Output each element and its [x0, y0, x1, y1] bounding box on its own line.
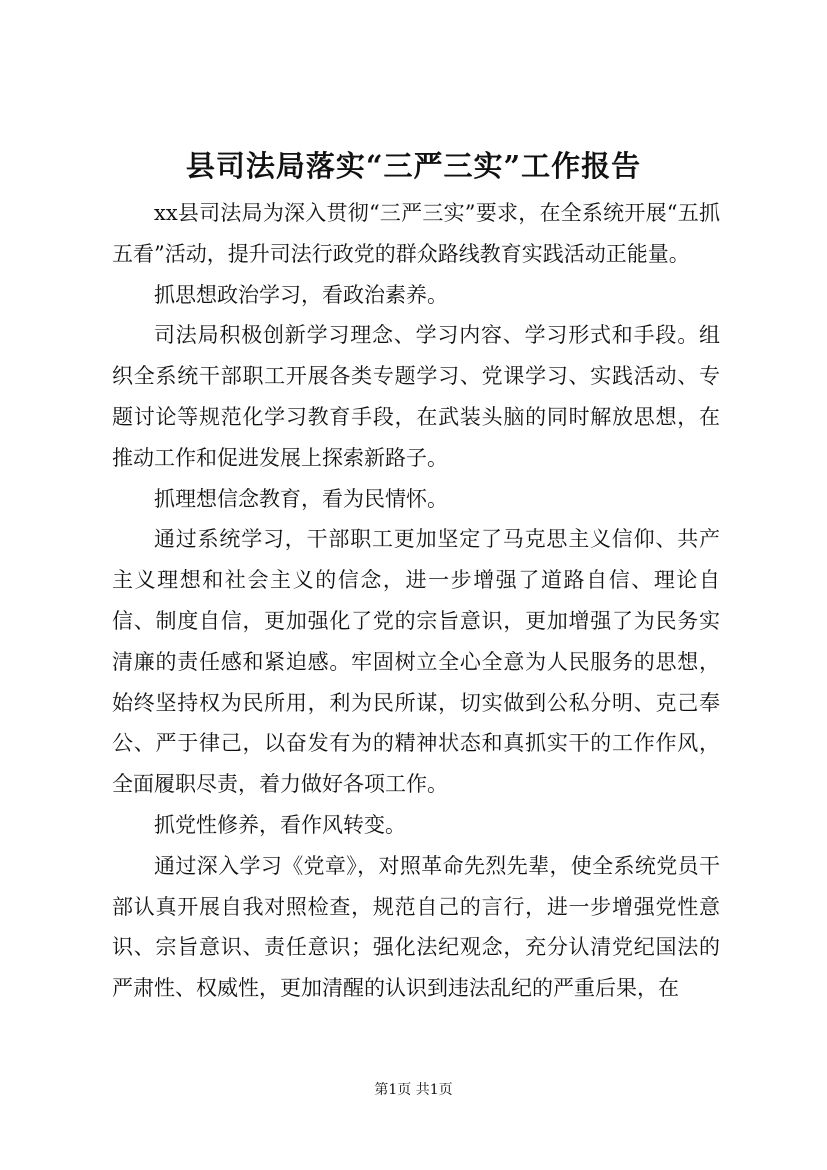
- paragraph-section-1: 司法局积极创新学习理念、学习内容、学习形式和手段。组织全系统干部职工开展各类专题学习、党课学习、实践活动、专题讨论等规范化学习教育手段，在武装头脑的同时解放思想，在推动工作和促进发展上探索新路子。: [112, 323, 720, 470]
- paragraph-intro: xx县司法局为深入贯彻“三严三实”要求，在全系统开展“五抓五看”活动，提升司法行政党的群众路线教育实践活动正能量。: [112, 201, 720, 266]
- section-heading-2: 抓理想信念教育，看为民情怀。: [154, 486, 448, 511]
- section-heading-1: 抓思想政治学习，看政治素养。: [154, 282, 448, 307]
- section-heading-3: 抓党性修养，看作风转变。: [154, 812, 406, 837]
- document-body: [112, 193, 720, 1009]
- paragraph-section-3: 通过深入学习《党章》，对照革命先烈先辈，使全系统党员干部认真开展自我对照检查，规范自己的言行，进一步增强党性意识、宗旨意识、责任意识；强化法纪观念，充分认清党纪国法的严肃性、权威性，更加清醒的认识到违法乱纪的严重后果，在: [112, 853, 720, 1001]
- page-number-footer: 第1页 共1页: [374, 1082, 453, 1098]
- paragraph-section-2: 通过系统学习，干部职工更加坚定了马克思主义信仰、共产主义理想和社会主义的信念，进一步增强了道路自信、理论自信、制度自信，更加强化了党的宗旨意识，更加增强了为民务实清廉的责任感和紧迫感。牢固树立全心全意为人民服务的思想，始终坚持权为民所用，利为民所谋，切实做到公私分明、克己奉公、严于律己，以奋发有为的精神状态和真抓实干的工作作风，全面履职尽责，着力做好各项工作。: [112, 527, 720, 797]
- document-title: 县司法局落实“三严三实”工作报告: [185, 149, 642, 183]
